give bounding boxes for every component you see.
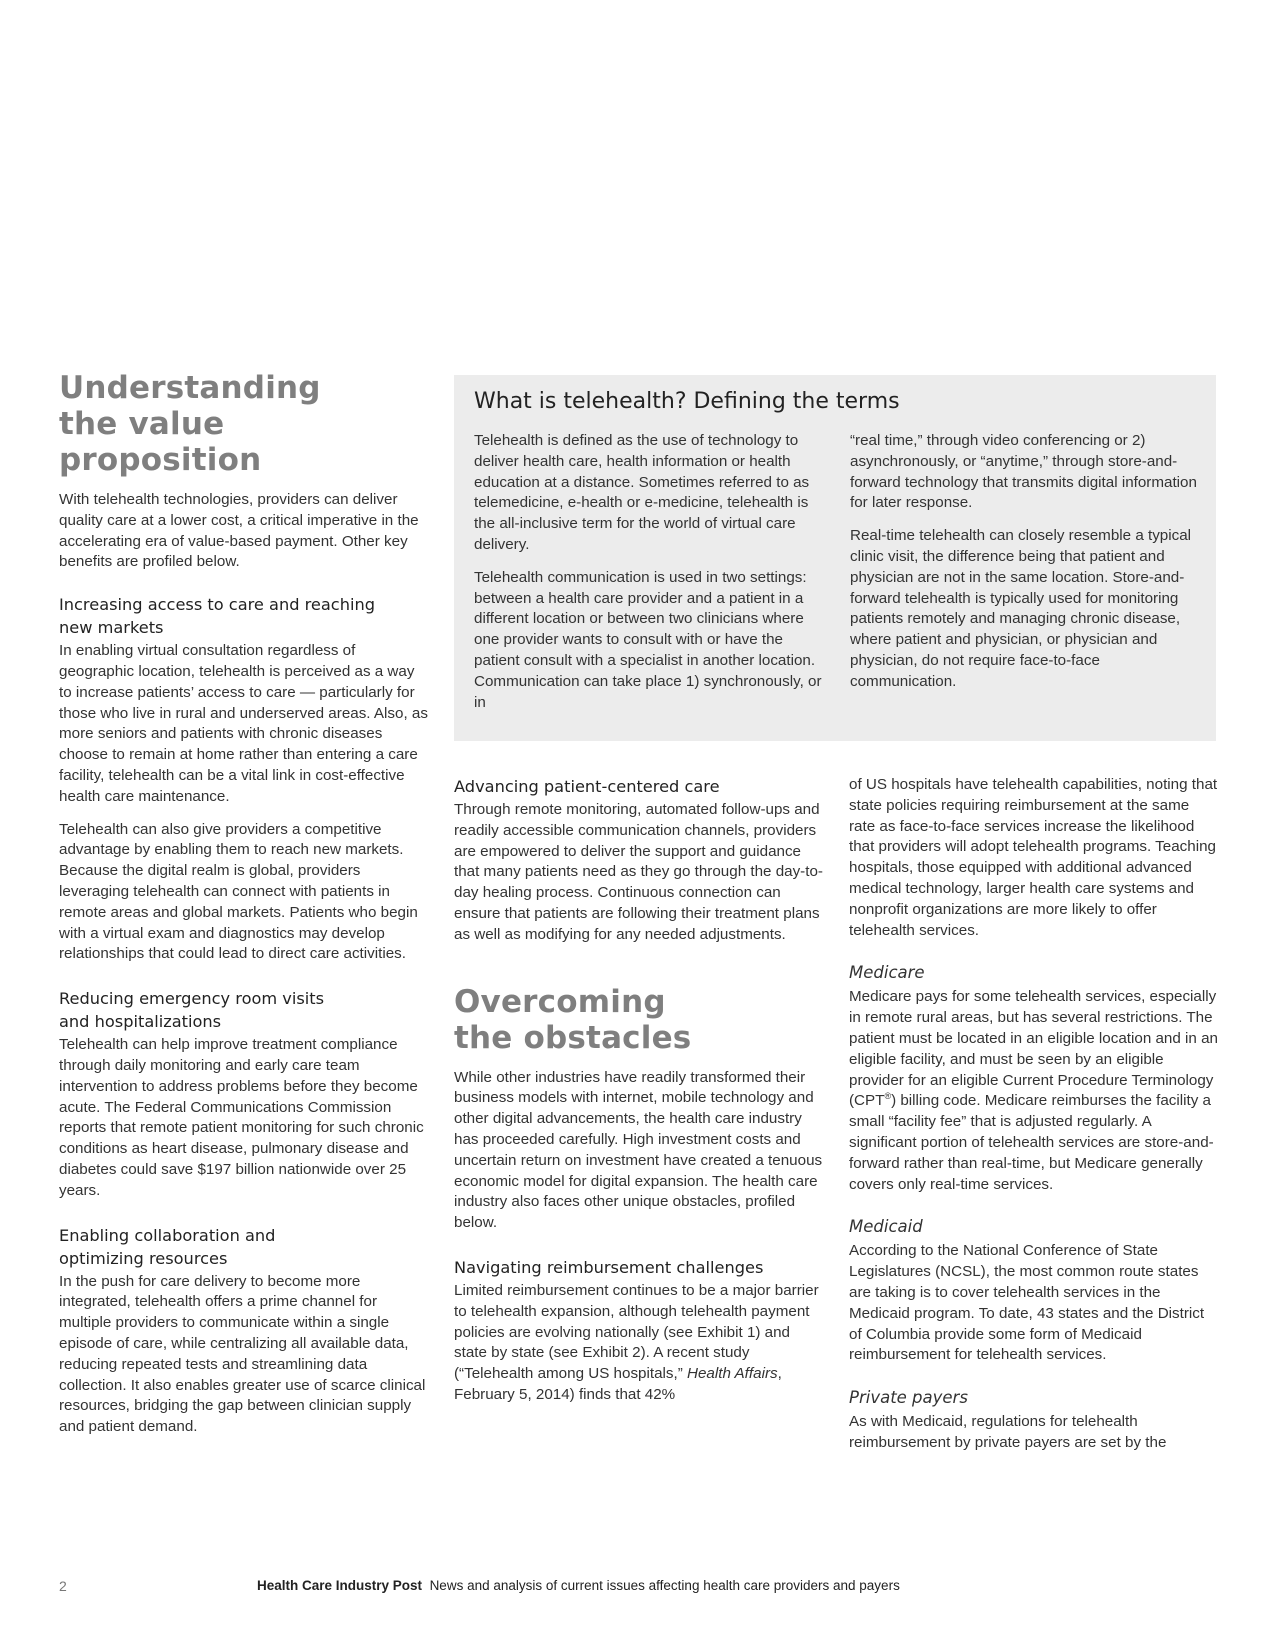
subhead-enabling-collaboration: Enabling collaboration and optimizing resources xyxy=(59,1225,276,1268)
sidebar-title: What is telehealth? Defining the terms xyxy=(474,389,900,414)
reimbursement-paragraph: Limited reimbursement continues to be a major barrier to telehealth expansion, although telehealth payment policies are evolving nationally (see Exhibit 1) and state by state (see Exhibit 2). A recent study (“Telehealth among US hospitals,” Health Affairs, February 5, 2014) finds that 42% xyxy=(454,1281,819,1403)
publication-name: Health Care Industry Post xyxy=(257,1578,423,1593)
subhead-medicare: Medicare xyxy=(849,963,925,983)
access-paragraph-2: Telehealth can also give providers a competitive advantage by enabling them to reach new markets. Because the digital realm is global, providers leveraging telehealth can connect with patients in remote areas and global markets. Patients who begin with a virtual exam and diagnostics may develop relationships that could lead to direct care activities. xyxy=(59,820,418,963)
sidebar-col1-paragraph-1: Telehealth is defined as the use of technology to deliver health care, health information or health education at a distance. Sometimes referred to as telemedicine, e-health or e-medicine, telehealth is the all-inclusive term for the world of virtual care delivery. xyxy=(474,432,810,553)
sidebar-col1-paragraph-2: Telehealth communication is used in two settings: between a health care provider and a patient in a different location or between two clinicians where one provider wants to consult with or have the patient consult with a specialist in another location. Communication can take place 1) synchronously, or in xyxy=(474,568,822,711)
reimbursement-continued-paragraph: of US hospitals have telehealth capabilities, noting that state policies requiring reimbursement at the same rate as face-to-face services increase the likelihood that providers will adopt telehealth programs. Teaching hospitals, those equipped with additional advanced medical technology, larger health care systems and nonprofit organizations are more likely to offer telehealth services. xyxy=(849,776,1218,939)
publication-tagline: News and analysis of current issues affecting health care providers and payers xyxy=(429,1578,900,1593)
subhead-reimbursement-challenges: Navigating reimbursement challenges xyxy=(454,1257,764,1277)
medicaid-paragraph: According to the National Conference of State Legislatures (NCSL), the most common route states are taking is to cover telehealth services in the Medicaid program. To date, 43 states and the District of Columbia provide some form of Medicaid reimbursement for telehealth services. xyxy=(849,1242,1205,1364)
section-title-overcoming-obstacles: Overcoming the obstacles xyxy=(454,983,692,1056)
subhead-reducing-er-visits: Reducing emergency room visits and hospitalizations xyxy=(59,989,325,1032)
collab-paragraph: In the push for care delivery to become more integrated, telehealth offers a prime channel for multiple providers to communicate within a single episode of care, while centralizing all available data, reducing repeated tests and streamlining data collection. It also enables greater use of scarce clinical resources, bridging the gap between clinician supply and patient demand. xyxy=(59,1272,426,1436)
subhead-medicaid: Medicaid xyxy=(849,1217,923,1237)
subhead-increasing-access: Increasing access to care and reaching new markets xyxy=(59,595,376,638)
medicare-paragraph: Medicare pays for some telehealth services, especially in remote rural areas, but has several restrictions. The patient must be located in an eligible location and in an eligible facility, and must be seen by an eligible provider for an eligible Current Procedure Terminology (CPT®) billing code. Medicare reimburses the facility a small “facility fee” that is adjusted regularly. A significant portion of telehealth services are store-and-forward rather than real-time, but Medicare generally covers only real-time services. xyxy=(849,988,1218,1193)
value-proposition-intro: With telehealth technologies, providers can deliver quality care at a lower cost, a critical imperative in the accelerating era of value-based payment. Other key benefits are profiled below. xyxy=(59,491,419,571)
middle-column xyxy=(454,775,824,1406)
sidebar-telehealth-definitions xyxy=(454,375,1216,741)
footer-running-title xyxy=(257,1578,900,1593)
sidebar-col2-paragraph-1: “real time,” through video conferencing or 2) asynchronously, or “anytime,” through store-and-forward technology that transmits digital information for later response. xyxy=(850,432,1197,512)
sidebar-col2-paragraph-2: Real-time telehealth can closely resemble a typical clinic visit, the difference being that patient and physician are not in the same location. Store-and-forward telehealth is typically used for monitoring patients remotely and managing chronic disease, where patient and physician, or physician and physician, do not require face-to-face communication. xyxy=(850,527,1192,690)
obstacles-intro: While other industries have readily transformed their business models with internet, mobile technology and other digital advancements, the health care industry has proceeded carefully. High investment costs and uncertain return on investment have created a tenuous economic model for digital expansion. The health care industry also faces other unique obstacles, profiled below. xyxy=(454,1068,823,1232)
private-payers-paragraph: As with Medicaid, regulations for telehealth reimbursement by private payers are set by the xyxy=(849,1413,1167,1451)
right-column xyxy=(849,775,1219,1454)
left-column xyxy=(59,370,431,1438)
access-paragraph-1: In enabling virtual consultation regardless of geographic location, telehealth is perceived as a way to increase patients’ access to care — particularly for those who live in rural and underserved areas. Also, as more seniors and patients with chronic diseases choose to remain at home rather than entering a care facility, telehealth can be a vital link in cost-effective health care maintenance. xyxy=(59,642,428,805)
page-number: 2 xyxy=(59,1578,67,1594)
patient-centered-paragraph: Through remote monitoring, automated follow-ups and readily accessible communication channels, providers are empowered to deliver the support and guidance that many patients need as they go through the day-to-day healing process. Continuous connection can ensure that patients are following their treatment plans as well as modifying for any needed adjustments. xyxy=(454,801,823,943)
health-affairs-citation: Health Affairs xyxy=(687,1365,778,1383)
er-paragraph: Telehealth can help improve treatment compliance through daily monitoring and early care team intervention to address problems before they become acute. The Federal Communications Commission reports that remote patient monitoring for such chronic conditions as heart disease, pulmonary disease and diabetes could save $197 billion nationwide over 25 years. xyxy=(59,1036,424,1199)
sidebar-column-2 xyxy=(850,431,1200,693)
section-title-value-proposition: Understanding the value proposition xyxy=(59,370,321,478)
subhead-private-payers: Private payers xyxy=(849,1388,968,1408)
subhead-patient-centered-care: Advancing patient-centered care xyxy=(454,777,720,796)
sidebar-column-1 xyxy=(474,431,824,713)
